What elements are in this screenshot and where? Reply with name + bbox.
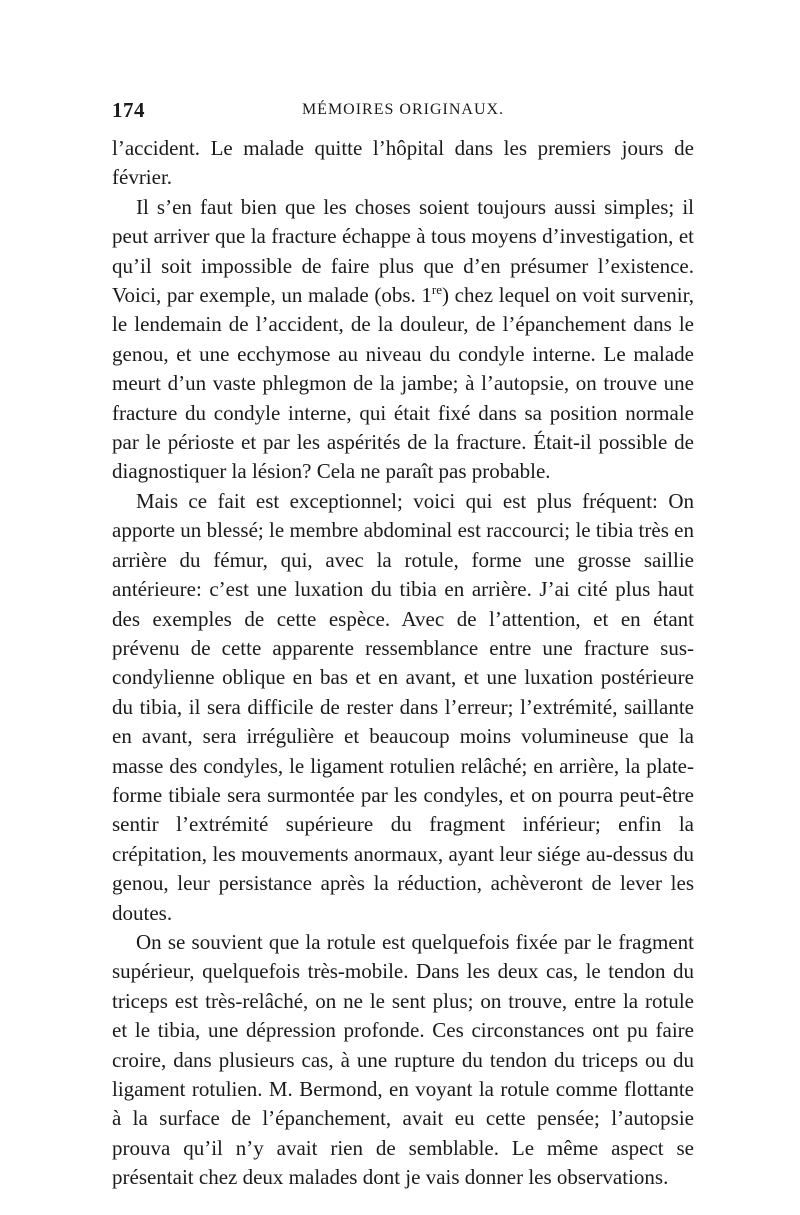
running-title: MÉMOIRES ORIGINAUX. [301,101,505,118]
paragraph-continuation: l’accident. Le malade quitte l’hôpital dans les premiers jours de février. [112,136,694,190]
book-page [112,98,694,1193]
body-text [112,134,694,1193]
paragraph-patella: On se souvient que la rotule est quelquefois fixée par le fragment supérieur, quelquefois très-mobile. Dans les deux cas, le tendon du triceps est très-relâché, on ne le sent plus; on trouve, entre la rotule et le tibia, une dépression profonde. Ces circonstances ont pu faire croire, dans plusieurs cas, à une rupture du tendon du triceps ou du ligament rotulien. M. Bermond, en voyant la rotule comme flottante à la surface de l’épanchement, avait eu cette pensée; l’autopsie prouva qu’il n’y avait rien de semblable. Le même aspect se présentait chez deux malades dont je vais donner les observations. [112,929,694,1190]
paragraph-exceptional-case: Mais ce fait est exceptionnel; voici qui est plus fréquent: On apporte un blessé; le membre abdominal est raccourci; le tibia très en arrière du fémur, qui, avec la rotule, forme une grosse saillie antérieure: c’est une luxation du tibia en arrière. J’ai cité plus haut des exemples de cette espèce. Avec de l’attention, et en étant prévenu de cette apparente ressemblance entre une fracture sus-condylienne oblique en bas et en avant, et une luxation postérieure du tibia, il sera difficile de rester dans l’erreur; l’extrémité, saillante en avant, sera irrégulière et beaucoup moins volumineuse que la masse des condyles, le ligament rotulien relâché; en arrière, la plate-forme tibiale sera surmontée par les condyles, et on pourra peut-être sentir l’extrémité supérieure du fragment inférieur; enfin la crépitation, les mouvements anormaux, ayant leur siége au-dessus du genou, leur persistance après la réduction, achèveront de lever les doutes. [112,488,694,925]
paragraph-simple-cases: Il s’en faut bien que les choses soient toujours aussi simples; il peut arriver que la fracture échappe à tous moyens d’investigation, et qu’il soit impossible de faire plus que d’en présumer l’existence. Voici, par exemple, un malade (obs. 1re) chez lequel on voit survenir, le lendemain de l’accident, de la douleur, de l’épanchement dans le genou, et une ecchymose au niveau du condyle interne. Le malade meurt d’un vaste phlegmon de la jambe; à l’autopsie, on trouve une fracture du condyle interne, qui était fixé dans sa position normale par le périoste et par les aspérités de la fracture. Était-il possible de diagnostiquer la lésion? Cela ne paraît pas probable. [112,194,694,484]
page-number: 174 [112,98,145,122]
running-head [112,98,694,124]
ordinal-superscript: re [431,282,443,298]
